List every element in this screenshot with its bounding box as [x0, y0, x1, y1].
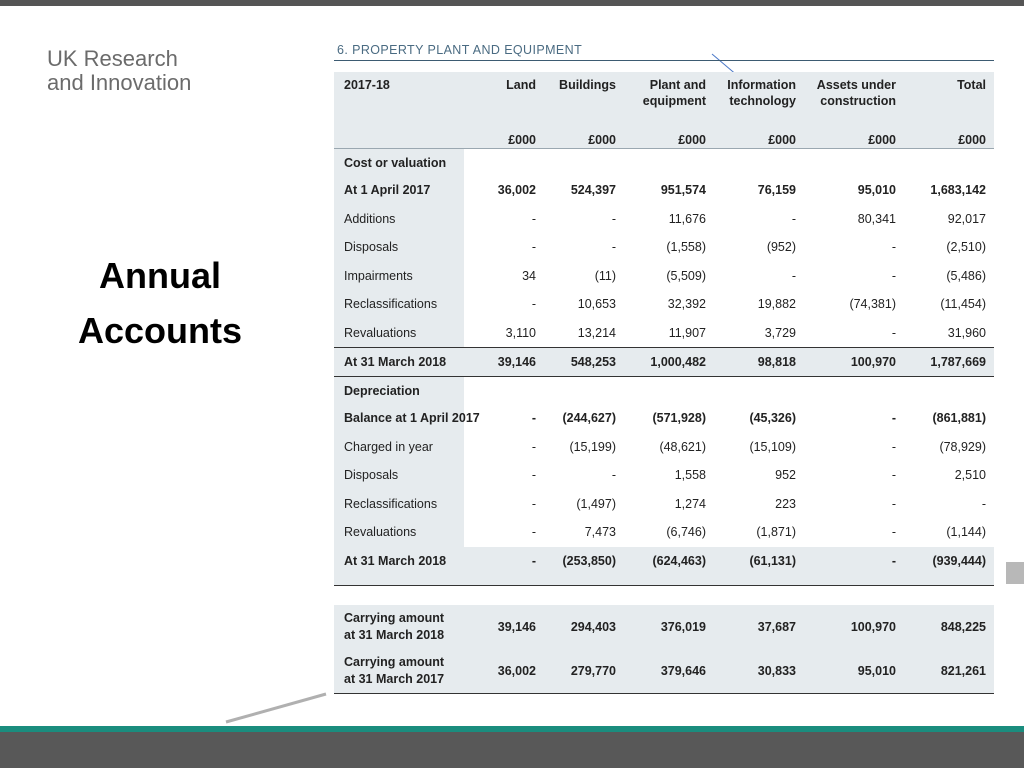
- separator-row: [334, 585, 994, 605]
- row-value: -: [791, 268, 796, 283]
- carrying-value: 821,261: [904, 649, 994, 694]
- carrying-label-line-1: Carrying amount: [344, 610, 445, 625]
- row-value: 11,907: [668, 325, 706, 340]
- total-value: 100,970: [804, 348, 904, 377]
- row-value: -: [531, 411, 536, 426]
- row-value: (1,871): [756, 525, 796, 540]
- row-value: 1,274: [674, 496, 706, 511]
- carrying-value: 39,146: [464, 605, 544, 649]
- carrying-label-line-2: at 31 March 2018: [344, 627, 445, 642]
- row-value: 7,473: [584, 525, 616, 540]
- column-header-total: Total: [904, 72, 994, 131]
- carrying-value: 30,833: [714, 649, 804, 694]
- row-value: 11,676: [668, 211, 706, 226]
- row-value: -: [531, 496, 536, 511]
- row-value: -: [531, 240, 536, 255]
- row-value: (48,621): [659, 439, 706, 454]
- row-value: -: [891, 268, 896, 283]
- unit-cell: £000: [804, 131, 904, 149]
- row-value: (78,929): [939, 439, 986, 454]
- row-value: 34: [522, 268, 536, 283]
- row-value: 19,882: [757, 297, 796, 312]
- diagonal-accent-line: [226, 694, 326, 722]
- slide-title-line-1: Annual: [99, 255, 221, 296]
- carrying-label: [334, 605, 464, 649]
- column-header-buildings: Buildings: [544, 72, 624, 131]
- side-tab-decoration: [1006, 562, 1024, 584]
- total-value: 548,253: [544, 348, 624, 377]
- carrying-amount-row: [334, 605, 994, 649]
- row-value: 92,017: [947, 211, 986, 226]
- column-header-land: Land: [464, 72, 544, 131]
- row-value: -: [981, 496, 986, 511]
- row-value: (861,881): [932, 411, 986, 426]
- footer-bar: [0, 732, 1024, 768]
- ppe-table: [334, 72, 994, 694]
- row-value: (11): [594, 268, 616, 283]
- table-header-row: [334, 72, 994, 131]
- total-value: 39,146: [464, 348, 544, 377]
- row-value: -: [891, 525, 896, 540]
- table-row: [334, 233, 994, 262]
- row-value: 80,341: [857, 211, 896, 226]
- units-row: [334, 131, 994, 149]
- table-row: [334, 433, 994, 462]
- carrying-label-line-2: at 31 March 2017: [344, 671, 445, 686]
- column-header-plant-equipment: Plant and equipment: [624, 72, 714, 131]
- row-value: 32,392: [667, 297, 706, 312]
- row-value: (2,510): [946, 240, 986, 255]
- depreciation-total-row: [334, 547, 994, 575]
- table-row: [334, 461, 994, 490]
- carrying-value: 294,403: [544, 605, 624, 649]
- year-label: 2017-18: [334, 72, 464, 131]
- row-value: 952: [775, 468, 796, 483]
- row-value: 95,010: [857, 183, 896, 198]
- row-value: (5,486): [946, 268, 986, 283]
- row-value: -: [891, 240, 896, 255]
- row-label: Charged in year: [334, 433, 464, 462]
- row-value: (15,109): [749, 439, 796, 454]
- row-value: -: [611, 468, 616, 483]
- row-value: -: [531, 468, 536, 483]
- total-value: (939,444): [904, 547, 994, 575]
- row-value: (1,497): [576, 496, 616, 511]
- row-value: -: [891, 325, 896, 340]
- row-value: 36,002: [497, 183, 536, 198]
- table-row: [334, 290, 994, 319]
- unit-cell: £000: [624, 131, 714, 149]
- carrying-value: 279,770: [544, 649, 624, 694]
- row-value: (571,928): [652, 411, 706, 426]
- section-label: Depreciation: [334, 377, 464, 405]
- row-value: 76,159: [757, 183, 796, 198]
- row-value: -: [611, 240, 616, 255]
- row-value: 951,574: [660, 183, 706, 198]
- carrying-label-line-1: Carrying amount: [344, 654, 445, 669]
- row-label: Revaluations: [334, 518, 464, 547]
- carrying-value: 37,687: [714, 605, 804, 649]
- carrying-value: 100,970: [804, 605, 904, 649]
- total-value: 1,000,482: [624, 348, 714, 377]
- carrying-value: 848,225: [904, 605, 994, 649]
- logo-line-1: UK Research: [47, 46, 178, 71]
- row-label: Disposals: [334, 233, 464, 262]
- total-label: At 31 March 2018: [334, 348, 464, 377]
- total-value: (624,463): [624, 547, 714, 575]
- row-label: Balance at 1 April 2017: [334, 404, 464, 433]
- row-label: Reclassifications: [334, 490, 464, 519]
- row-label: Revaluations: [334, 319, 464, 348]
- total-value: 1,787,669: [904, 348, 994, 377]
- carrying-label: [334, 649, 464, 694]
- unit-cell: £000: [544, 131, 624, 149]
- section-cost-or-valuation: [334, 149, 994, 177]
- row-value: (244,627): [562, 411, 616, 426]
- row-value: 3,729: [764, 325, 796, 340]
- row-value: 2,510: [954, 468, 986, 483]
- total-label: At 31 March 2018: [334, 547, 464, 575]
- row-value: 13,214: [577, 325, 616, 340]
- row-value: (952): [766, 240, 796, 255]
- section-depreciation: [334, 377, 994, 405]
- spacer-row: [334, 575, 994, 586]
- row-value: (11,454): [940, 297, 986, 312]
- total-value: (61,131): [714, 547, 804, 575]
- row-value: (45,326): [749, 411, 796, 426]
- row-value: -: [531, 525, 536, 540]
- slide-title-line-2: Accounts: [77, 310, 243, 351]
- row-value: -: [531, 211, 536, 226]
- logo-line-2: and Innovation: [47, 70, 192, 95]
- row-value: -: [791, 211, 796, 226]
- row-value: -: [891, 496, 896, 511]
- carrying-value: 379,646: [624, 649, 714, 694]
- row-label: Reclassifications: [334, 290, 464, 319]
- row-value: -: [891, 411, 896, 426]
- table-row: [334, 319, 994, 348]
- carrying-amount-row: [334, 649, 994, 694]
- section-label: Cost or valuation: [334, 149, 464, 177]
- column-header-information-technology: Information technology: [714, 72, 804, 131]
- row-value: (74,381): [849, 297, 896, 312]
- row-value: -: [531, 297, 536, 312]
- total-value: 98,818: [714, 348, 804, 377]
- row-label: Impairments: [334, 262, 464, 291]
- table-row: [334, 518, 994, 547]
- carrying-value: 36,002: [464, 649, 544, 694]
- row-value: 1,683,142: [930, 183, 986, 198]
- table-row: [334, 490, 994, 519]
- total-value: (253,850): [544, 547, 624, 575]
- row-label: Disposals: [334, 461, 464, 490]
- row-value: (5,509): [666, 268, 706, 283]
- row-value: 524,397: [570, 183, 616, 198]
- row-value: 223: [775, 496, 796, 511]
- row-label: At 1 April 2017: [334, 176, 464, 205]
- row-label: Additions: [334, 205, 464, 234]
- row-value: -: [531, 439, 536, 454]
- row-value: (1,144): [946, 525, 986, 540]
- carrying-value: 95,010: [804, 649, 904, 694]
- row-value: (6,746): [666, 525, 706, 540]
- row-value: (1,558): [666, 240, 706, 255]
- row-value: -: [891, 439, 896, 454]
- doc-heading: 6. PROPERTY PLANT AND EQUIPMENT: [337, 43, 583, 57]
- table-row: [334, 176, 994, 205]
- unit-cell: £000: [904, 131, 994, 149]
- row-value: 1,558: [674, 468, 706, 483]
- row-value: -: [611, 211, 616, 226]
- total-value: -: [464, 547, 544, 575]
- carrying-value: 376,019: [624, 605, 714, 649]
- row-value: -: [891, 468, 896, 483]
- table-row: [334, 205, 994, 234]
- total-value: -: [804, 547, 904, 575]
- table-row: [334, 404, 994, 433]
- row-value: 31,960: [947, 325, 986, 340]
- unit-cell: £000: [714, 131, 804, 149]
- heading-rule: [334, 60, 994, 61]
- row-value: (15,199): [569, 439, 616, 454]
- row-value: 3,110: [505, 325, 536, 340]
- table-row: [334, 262, 994, 291]
- cost-total-row: [334, 348, 994, 377]
- row-value: 10,653: [577, 297, 616, 312]
- unit-cell: £000: [464, 131, 544, 149]
- column-header-assets-under-construction: Assets under construction: [804, 72, 904, 131]
